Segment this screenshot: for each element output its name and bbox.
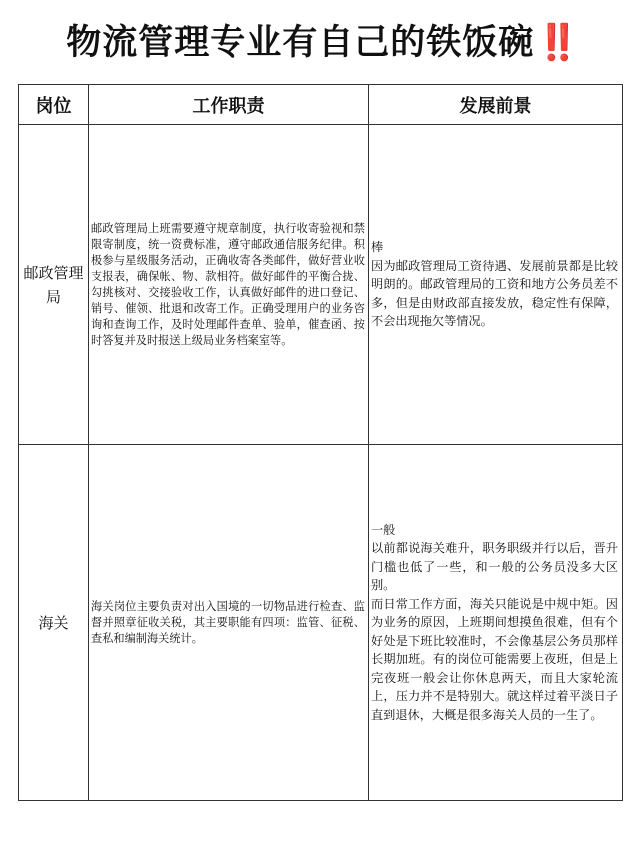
page-title	[0, 12, 640, 74]
jobs-table	[18, 84, 623, 801]
double-exclamation-icon: ‼️	[536, 23, 574, 63]
title-text: 物流管理专业有自己的铁饭碗	[66, 23, 535, 63]
table-row	[19, 445, 623, 801]
prospect-text: 因为邮政管理局工资待遇、发展前景都是比较明朗的。邮政管理局的工资和地方公务员差不多，但是由财政部直接发放，稳定性有保障，不会出现拖欠等情况。	[371, 258, 618, 329]
duties-cell	[89, 125, 369, 445]
prospect-cell	[369, 125, 623, 445]
header-position: 岗位	[19, 85, 89, 125]
prospect-heading: 棒	[371, 240, 384, 255]
header-prospect: 发展前景	[369, 85, 623, 125]
duties-text: 海关岗位主要负责对出入国境的一切物品进行检查、监督并照章征收关税，其主要职能有四项：监管、征税、查私和编制海关统计。	[91, 599, 365, 645]
duties-text: 邮政管理局上班需要遵守规章制度，执行收寄验视和禁限寄制度，统一资费标准，遵守邮政通信服务纪律。积极参与星级服务活动，正确收寄各类邮件，做好营业收支报表，确保帐、物、款相符。做好邮件的平衡合拢、勾挑核对、交接验收工作，认真做好邮件的进口登记、销号、催领、批退和改寄工作。正确受理用户的业务咨询和查询工作，及时处理邮件查单、验单，催查函、按时答复并及时报送上级局业务档案室等。	[91, 221, 365, 347]
prospect-heading: 一般	[371, 522, 396, 537]
header-duties: 工作职责	[89, 85, 369, 125]
position-cell: 邮政管理局	[19, 125, 89, 445]
table-row	[19, 125, 623, 445]
prospect-cell	[369, 445, 623, 801]
header-row	[19, 85, 623, 125]
prospect-text: 以前都说海关难升，职务职级并行以后，晋升门槛也低了一些，和一般的公务员没多大区别。 而日常工作方面，海关只能说是中规中矩。因为业务的原因，上班期间想摸鱼很难，但有个好处是下班比较准时，不会像基层公务员那样长期加班。有的岗位可能需要上夜班，但是上完夜班一般会让你休息两天，而且大家轮流上，压力并不是特别大。就这样过着平淡日子直到退休，大概是很多海关人员的一生了。	[371, 541, 618, 722]
position-cell: 海关	[19, 445, 89, 801]
duties-cell	[89, 445, 369, 801]
